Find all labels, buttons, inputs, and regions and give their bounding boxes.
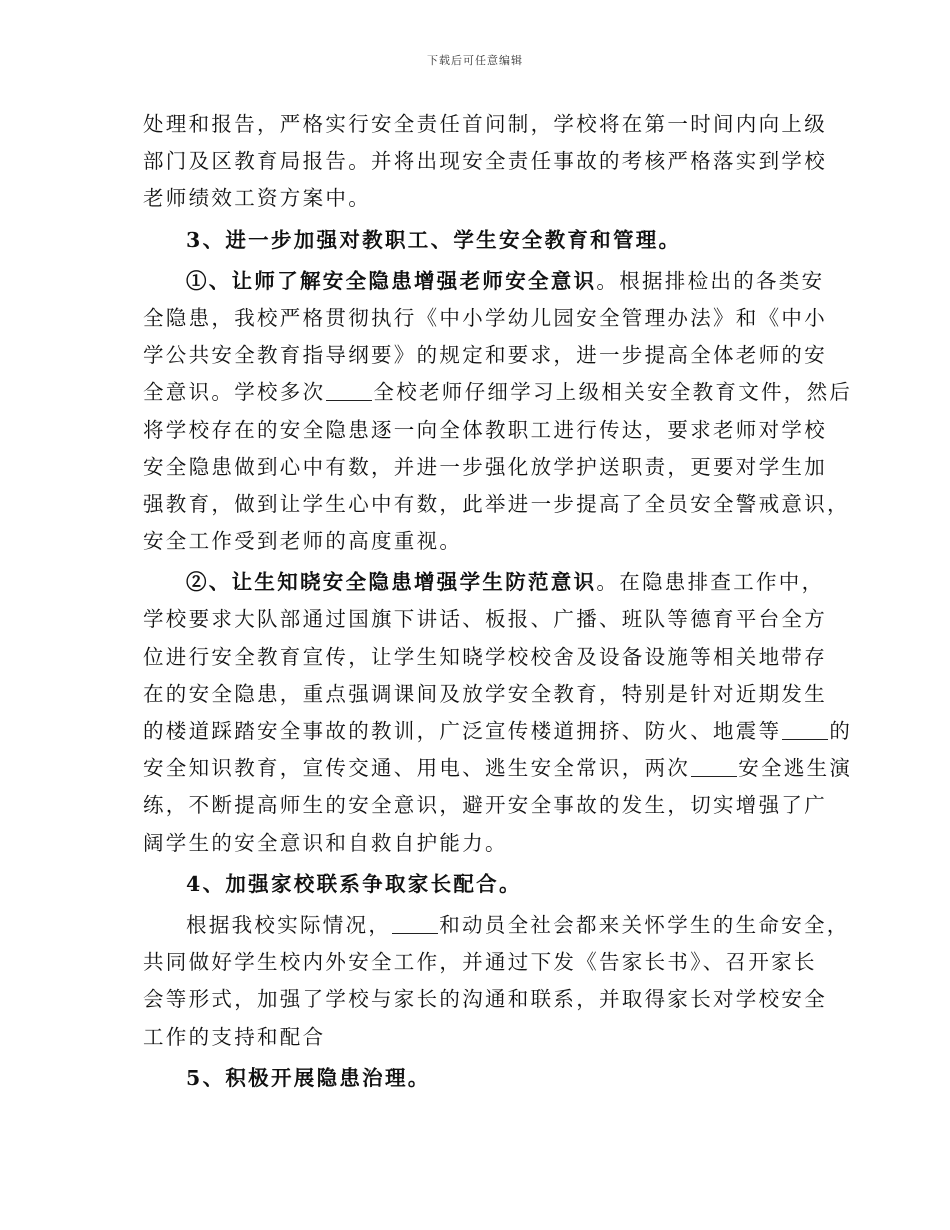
subheading-students: ②、让生知晓安全隐患增强学生防范意识: [186, 570, 597, 595]
section-heading-5: 5、积极开展隐患治理。: [186, 1065, 431, 1090]
text-line: 共同做好学生校内外安全工作，并通过下发《告家长书》、召开家长: [143, 950, 817, 975]
page-header: 下载后可任意编辑: [427, 54, 523, 67]
text-line: 阔学生的安全意识和自救自护能力。: [143, 830, 508, 855]
text-span: 安全逃生演: [738, 756, 853, 781]
paragraph-line: [143, 263, 823, 300]
text-line: 安全工作受到老师的高度重视。: [143, 529, 463, 554]
section-heading-4: 4、加强家校联系争取家长配合。: [186, 871, 522, 896]
text-line: 在的安全隐患，重点强调课间及放学安全教育，特别是针对近期发生: [143, 681, 827, 706]
text-line: 工作的支持和配合: [143, 1024, 326, 1049]
blank-underline: [326, 380, 372, 402]
text-span: 的楼道踩踏安全事故的教训，广泛宣传楼道拥挤、防火、地震等: [143, 719, 782, 743]
text-span: 根据我校实际情况，: [186, 912, 392, 937]
paragraph-line: [143, 907, 850, 944]
text-line: 安全隐患做到心中有数，并进一步强化放学护送职责，更要对学生加: [143, 454, 827, 479]
text-span: 全校老师仔细学习上级相关安全教育文件，然后: [373, 380, 853, 405]
paragraph-line: [143, 713, 853, 750]
document-body: [143, 106, 853, 1097]
text-span: 和动员全社会都来关怀学生的生命安全，: [439, 912, 850, 937]
text-line: 学校要求大队部通过国旗下讲话、板报、广播、班队等德育平台全方: [143, 607, 827, 632]
subheading-teachers: ①、让师了解安全隐患增强老师安全意识: [186, 268, 597, 293]
text-line: 练，不断提高师生的安全意识，避开安全事故的发生，切实增强了广: [143, 793, 827, 818]
text-line: 处理和报告，严格实行安全责任首问制，学校将在第一时间内向上级: [143, 112, 827, 136]
text-span: 的: [829, 719, 853, 743]
text-line: 强教育，做到让学生心中有数，此举进一步提高了全员安全警戒意识，: [143, 491, 850, 516]
text-span: 安全知识教育，宣传交通、用电、逃生安全常识，两次: [143, 756, 691, 781]
text-line: 位进行安全教育宣传，让学生知晓学校校舍及设备设施等相关地带存: [143, 644, 827, 669]
paragraph-line: [143, 564, 823, 601]
text-line: 老师绩效工资方案中。: [143, 186, 371, 211]
section-heading-3: 3、进一步加强对教职工、学生安全教育和管理。: [186, 227, 682, 252]
text-span: 全意识。学校多次: [143, 380, 326, 405]
text-line: 学公共安全教育指导纲要》的规定和要求，进一步提高全体老师的安: [143, 343, 827, 368]
text-line: 部门及区教育局报告。并将出现安全责任事故的考核严格落实到学校: [143, 149, 827, 174]
text-span: 。根据排检出的各类安: [596, 268, 825, 293]
text-line: 全隐患，我校严格贯彻执行《中小学幼儿园安全管理办法》和《中小: [143, 305, 827, 330]
text-line: 将学校存在的安全隐患逐一向全体教职工进行传达，要求老师对学校: [143, 417, 827, 442]
blank-underline: [392, 912, 438, 934]
blank-underline: [691, 756, 737, 778]
text-line: 会等形式，加强了学校与家长的沟通和联系，并取得家长对学校安全: [143, 987, 827, 1012]
paragraph-line: [143, 750, 853, 787]
text-span: 。在隐患排查工作中，: [596, 570, 825, 595]
paragraph-line: [143, 374, 853, 411]
blank-underline: [782, 719, 828, 741]
